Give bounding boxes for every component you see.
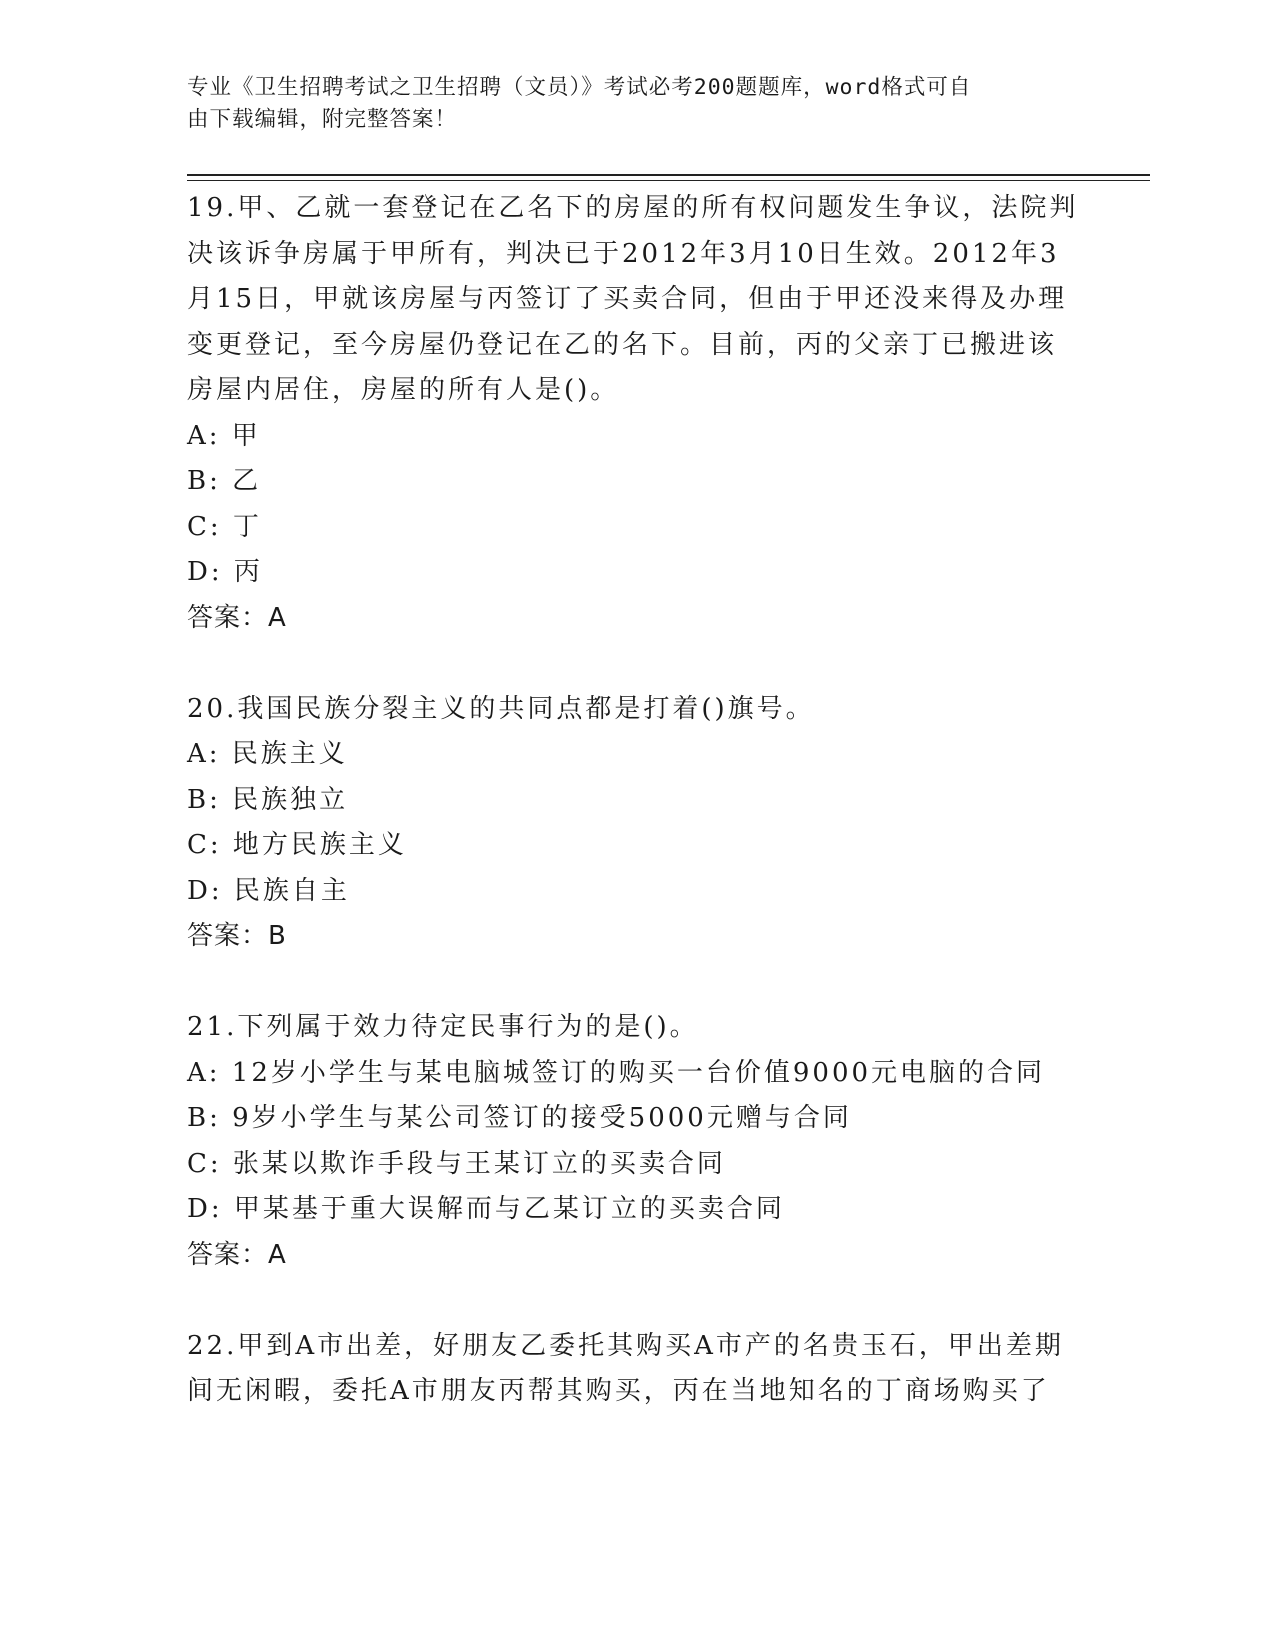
question-22 <box>187 1324 1067 1415</box>
question-stem-line: 变更登记，至今房屋仍登记在乙的名下。目前，丙的父亲丁已搬进该 <box>187 329 1058 360</box>
option-a: A: 民族主义 <box>187 739 348 769</box>
question-stem-line: 19.甲、乙就一套登记在乙名下的房屋的所有权问题发生争议，法院判 <box>187 193 1079 223</box>
answer: 答案：B <box>187 921 287 951</box>
question-number: 19. <box>187 193 238 223</box>
option-c: C: 地方民族主义 <box>187 830 407 860</box>
question-number: 22. <box>187 1330 238 1361</box>
question-stem-line: 间无闲暇，委托A市朋友丙帮其购买，丙在当地知名的丁商场购买了 <box>187 1376 1050 1406</box>
question-stem-line: 决该诉争房属于甲所有，判决已于2012年3月10日生效。2012年3 <box>187 238 1060 269</box>
spacer <box>187 960 1067 1006</box>
answer: 答案：A <box>187 602 287 633</box>
spacer <box>187 641 1067 687</box>
option-b: B: 乙 <box>187 466 262 496</box>
question-19 <box>187 186 1079 641</box>
option-b: B: 9岁小学生与某公司签订的接受5000元赠与合同 <box>187 1103 852 1133</box>
option-a: A: 12岁小学生与某电脑城签订的购买一台价值9000元电脑的合同 <box>187 1057 1046 1088</box>
spacer <box>187 1278 1067 1324</box>
option-d: D: 民族自主 <box>187 875 350 906</box>
header-divider-thick <box>187 174 1150 176</box>
answer: 答案：A <box>187 1239 287 1270</box>
question-stem-line: 房屋内居住，房屋的所有人是()。 <box>187 375 620 405</box>
option-d: D: 丙 <box>187 557 263 587</box>
question-20 <box>187 687 1067 960</box>
header-line-1: 专业《卫生招聘考试之卫生招聘（文员）》考试必考200题题库，word格式可自 <box>187 75 972 100</box>
question-list <box>187 186 1079 1415</box>
question-stem-line: 22.甲到A市出差，好朋友乙委托其购买A市产的名贵玉石，甲出差期 <box>187 1330 1064 1361</box>
option-a: A: 甲 <box>187 420 261 451</box>
option-c: C: 丁 <box>187 511 262 542</box>
question-number: 21. <box>187 1012 238 1042</box>
question-stem-line: 21.下列属于效力待定民事行为的是()。 <box>187 1012 699 1042</box>
question-21 <box>187 1005 1067 1278</box>
option-d: D: 甲某基于重大误解而与乙某订立的买卖合同 <box>187 1194 785 1224</box>
option-c: C: 张某以欺诈手段与王某订立的买卖合同 <box>187 1148 726 1179</box>
question-stem-line: 20.我国民族分裂主义的共同点都是打着()旗号。 <box>187 693 815 724</box>
document-header <box>187 72 1067 136</box>
option-b: B: 民族独立 <box>187 784 349 815</box>
header-line-2: 由下载编辑，附完整答案！ <box>187 107 458 132</box>
header-divider-thin <box>187 180 1150 181</box>
question-stem-line: 月15日，甲就该房屋与丙签订了买卖合同，但由于甲还没来得及办理 <box>187 284 1068 314</box>
question-number: 20. <box>187 693 238 724</box>
